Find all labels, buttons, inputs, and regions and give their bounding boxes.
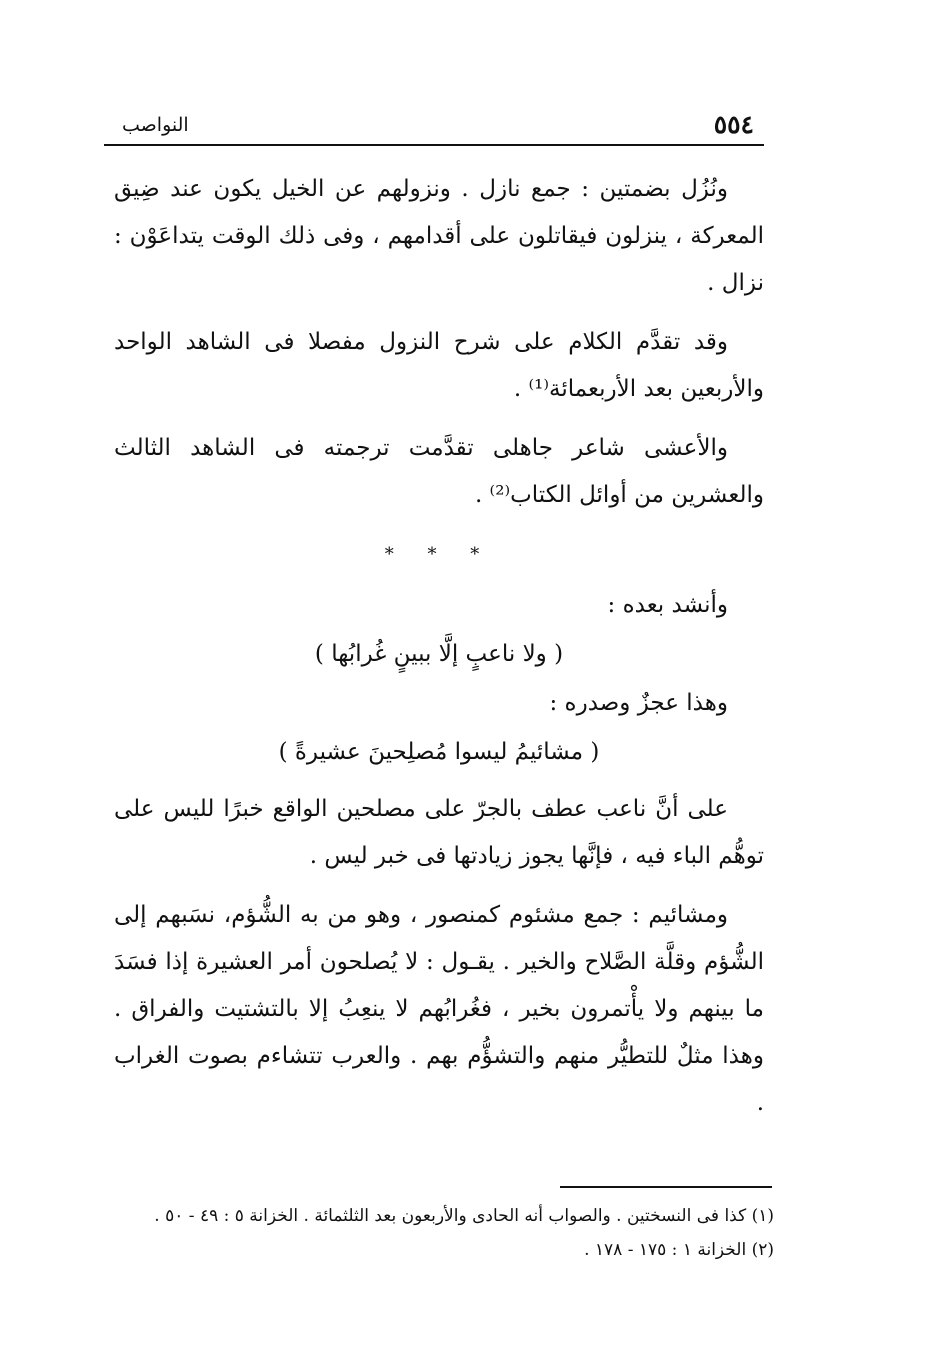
page-number: ٥٥٤ [713,110,754,139]
page-header [104,104,764,146]
footnotes [114,1200,774,1268]
paragraph-6: على أنَّ ناعب عطف بالجرّ على مصلحين الواقع خبرًا لليس على توهُّم الباء فيه ، فإنَّها يجوز زيادتها فى خبر ليس . [114,796,764,869]
paragraph-5: وهذا عجزٌ وصدره : [549,690,728,716]
running-head: النواصب [122,114,189,136]
verse-line-1: ( ولا ناعبٍ إلَّا ببينٍ غُرابُها ) [314,641,564,667]
paragraph-4: وأنشد بعده : [607,592,728,618]
footnote-2: (٢) الخزانة ١ : ١٧٥ - ١٧٨ . [584,1240,774,1260]
section-separator: * * * [384,544,494,565]
paragraph-7: ومشائيم : جمع مشئوم كمنصور ، وهو من به الشُّؤم، نسَبهم إلى الشُّؤم وقلَّة الصَّلاح والخير . يقـول : لا يُصلحون أمر العشيرة إذا فسَدَ ما بينهم ولا يأْتمرون بخير ، فغُرابُهم لا ينعِبُ إلا بالتشتيت والفراق . وهذا مثلٌ للتطيُّر منهم والتشؤُّم بهم . والعرب تتشاءم بصوت الغراب . [114,902,764,1116]
verse-line-2: ( مشائيمُ ليسوا مُصلِحينَ عشيرةً ) [278,739,600,765]
paragraph-1: ونُزُل بضمتين : جمع نازل . ونزولهم عن الخيل يكون عند ضِيق المعركة ، ينزلون فيقاتلون على أقدامهم ، وفى ذلك الوقت يتداعَوْن : نزال . [114,176,764,296]
footnote-divider [560,1186,772,1188]
paragraph-2: وقد تقدَّم الكلام على شرح النزول مفصلا فى الشاهد الواحد والأربعين بعد الأربعمائة⁽¹⁾ . [114,329,764,402]
footnote-1: (١) كذا فى النسختين . والصواب أنه الحادى والأربعون بعد الثلثمائة . الخزانة ٥ : ٤٩ - ٥٠ . [154,1206,774,1226]
paragraph-3: والأعشى شاعر جاهلى تقدَّمت ترجمته فى الشاهد الثالث والعشرين من أوائل الكتاب⁽²⁾ . [114,435,764,508]
main-text [114,166,764,1139]
